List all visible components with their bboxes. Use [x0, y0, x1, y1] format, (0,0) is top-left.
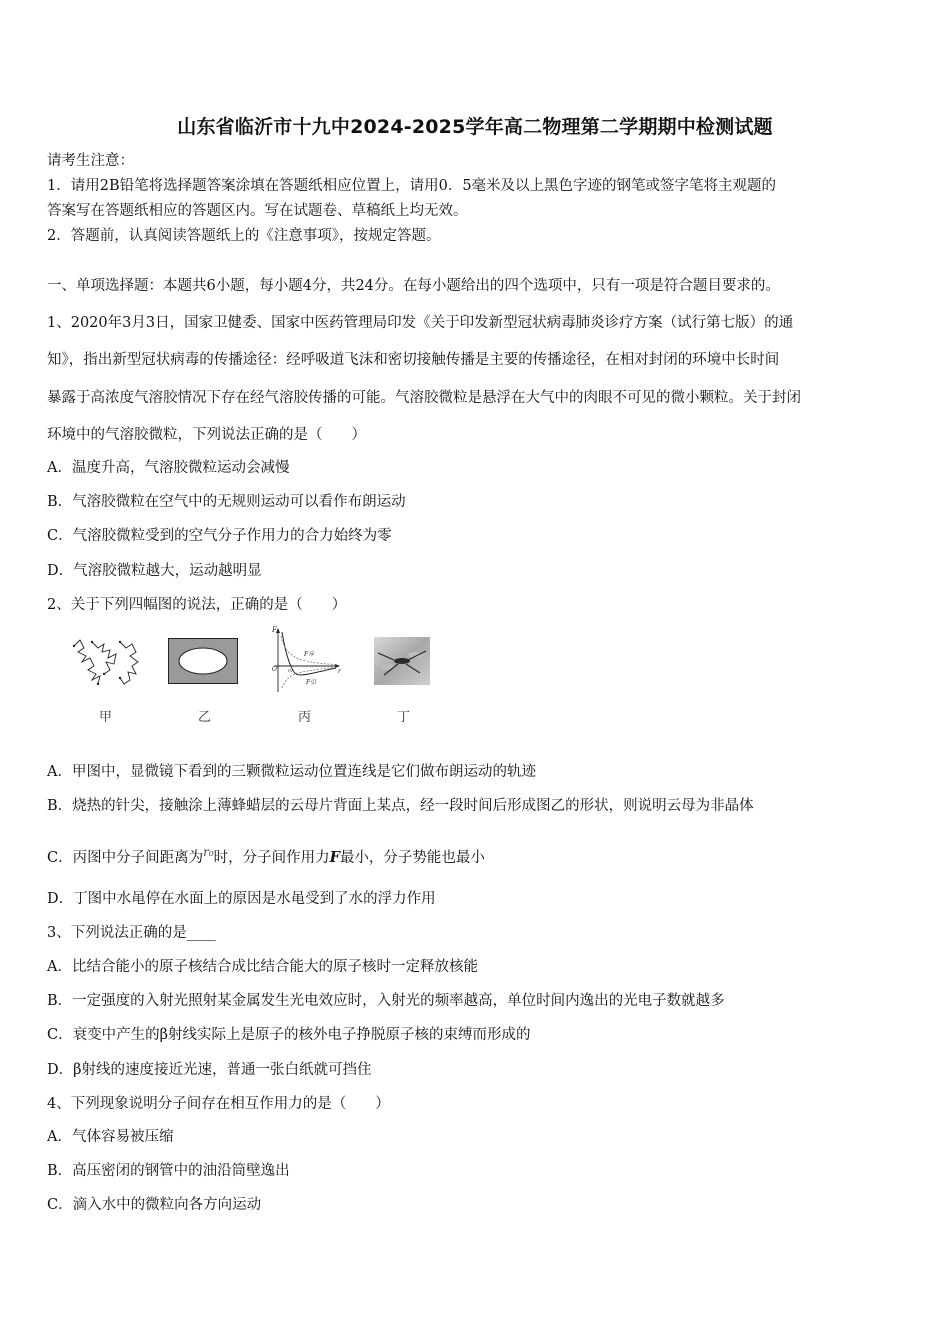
figure-caption-yi: 乙	[198, 710, 212, 725]
q3-option-a: A．比结合能小的原子核结合成比结合能大的原子核时一定释放核能	[47, 959, 478, 975]
figure-caption-ding: 丁	[397, 710, 411, 725]
q2-option-c-suffix: 最小，分子势能也最小	[339, 850, 485, 866]
figure-mica-wax	[168, 638, 238, 684]
figure-caption-jia: 甲	[99, 710, 113, 725]
q2-option-d: D．丁图中水黾停在水面上的原因是水黾受到了水的浮力作用	[47, 891, 436, 907]
notice-item-1-line-1: 1．请用2B铅笔将选择题答案涂填在答题纸相应位置上，请用0．5毫米及以上黑色字迹的钢笔或签字笔将主观题的	[47, 178, 777, 194]
q2-option-c-prefix: C．丙图中分子间距离为	[47, 850, 204, 866]
figure-brownian-motion	[70, 636, 142, 688]
q3-option-c: C．衰变中产生的β射线实际上是原子的核外电子挣脱原子核的束缚而形成的	[47, 1027, 531, 1043]
q1-option-a: A．温度升高，气溶胶微粒运动会减慢	[47, 460, 290, 476]
q2-option-b: B．烧热的针尖，接触涂上薄蜂蜡层的云母片背面上某点，经一段时间后形成图乙的形状，则说明云母为非晶体	[47, 798, 754, 814]
q1-stem-line-3: 暴露于高浓度气溶胶情况下存在经气溶胶传播的可能。气溶胶微粒是悬浮在大气中的肉眼不可见的微小颗粒。关于封闭	[47, 390, 801, 406]
graph-label-f-attractive: F引	[306, 679, 317, 686]
q4-stem: 4、下列现象说明分子间存在相互作用力的是（ ）	[47, 1096, 390, 1112]
q4-option-c: C．滴入水中的微粒向各方向运动	[47, 1197, 262, 1213]
q2-option-a: A．甲图中，显微镜下看到的三颗微粒运动位置连线是它们做布朗运动的轨迹	[47, 764, 536, 780]
graph-label-origin: O	[272, 666, 277, 673]
notice-item-2: 2．答题前，认真阅读答题纸上的《注意事项》，按规定答题。	[47, 228, 441, 244]
r0-symbol: r₀	[203, 845, 214, 859]
q4-option-b: B．高压密闭的钢管中的油沿筒壁逸出	[47, 1163, 290, 1179]
figure-water-strider	[374, 637, 430, 685]
graph-label-f-repulsive: F斥	[304, 651, 315, 658]
q3-stem: 3、下列说法正确的是____	[47, 925, 216, 941]
q4-option-a: A．气体容易被压缩	[47, 1129, 174, 1145]
q1-stem-line-4: 环境中的气溶胶微粒，下列说法正确的是（ ）	[47, 427, 366, 443]
section-heading: 一、单项选择题：本题共6小题，每小题4分，共24分。在每小题给出的四个选项中，只有一项是符合题目要求的。	[47, 278, 780, 294]
notice-item-1-line-2: 答案写在答题纸相应的答题区内。写在试题卷、草稿纸上均无效。	[47, 203, 468, 219]
q2-option-c	[47, 842, 485, 868]
graph-label-f: F	[272, 626, 277, 634]
q1-stem-line-1: 1、2020年3月3日，国家卫健委、国家中医药管理局印发《关于印发新型冠状病毒肺炎诊疗方案（试行第七版）的通	[47, 315, 794, 331]
q1-stem-line-2: 知》，指出新型冠状病毒的传播途径：经呼吸道飞沫和密切接触传播是主要的传播途径，在相对封闭的环境中长时间	[47, 352, 780, 368]
q3-option-b: B．一定强度的入射光照射某金属发生光电效应时，入射光的频率越高，单位时间内逸出的光电子数就越多	[47, 993, 725, 1009]
q2-stem: 2、关于下列四幅图的说法，正确的是（ ）	[47, 597, 347, 613]
figure-caption-bing: 丙	[298, 710, 312, 725]
graph-label-r: r	[338, 668, 341, 675]
page-title: 山东省临沂市十九中2024-2025学年高二物理第二学期期中检测试题	[177, 116, 773, 138]
q1-option-d: D．气溶胶微粒越大，运动越明显	[47, 563, 262, 579]
notice-heading: 请考生注意：	[47, 153, 134, 169]
graph-label-r0: r₀	[288, 668, 293, 674]
force-symbol: F	[329, 849, 340, 866]
q1-option-b: B．气溶胶微粒在空气中的无规则运动可以看作布朗运动	[47, 494, 406, 510]
figure-force-graph	[268, 626, 344, 696]
q2-option-c-middle: 时，分子间作用力	[213, 850, 330, 866]
q1-option-c: C．气溶胶微粒受到的空气分子作用力的合力始终为零	[47, 528, 392, 544]
q3-option-d: D．β射线的速度接近光速，普通一张白纸就可挡住	[47, 1062, 372, 1078]
